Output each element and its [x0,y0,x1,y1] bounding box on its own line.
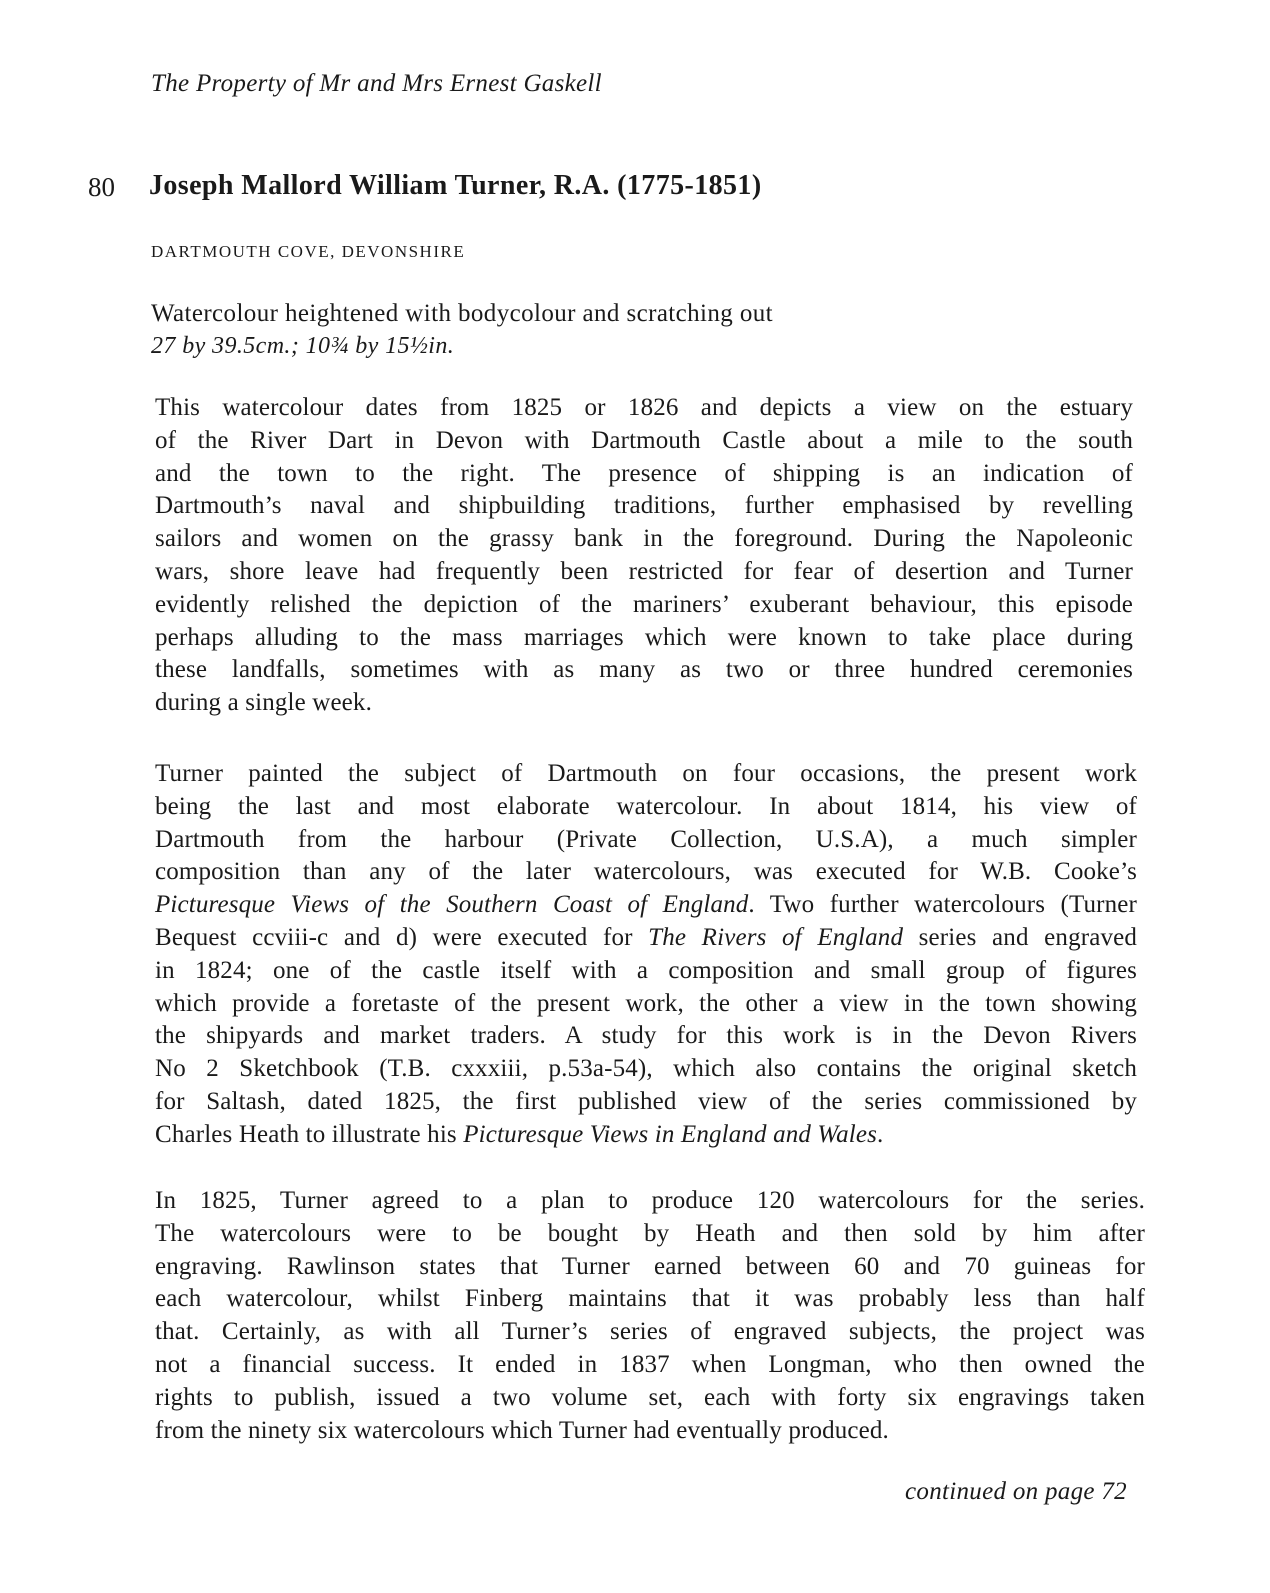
text-line: In 1825, Turner agreed to a plan to produce 120 watercolours for the series. [155,1187,1145,1214]
text-line: No 2 Sketchbook (T.B. cxxxiii, p.53a-54), which also contains the original sketch [155,1055,1137,1083]
text-line: that. Certainly, as with all Turner’s series of engraved subjects, the project was [155,1318,1145,1346]
artist-heading: Joseph Mallord William Turner, R.A. (1775-1851) [149,170,762,201]
catalogue-note-paragraph-1 [155,392,1133,720]
text-line: being the last and most elaborate watercolour. In about 1814, his view of [155,792,1137,820]
continued-note: continued on page 72 [905,1478,1127,1505]
text-line: Turner painted the subject of Dartmouth on four occasions, the present work [155,760,1137,787]
text-line: sailors and women on the grassy bank in the foreground. During the Napoleonic [155,525,1133,553]
text-line: Dartmouth’s naval and shipbuilding traditions, further emphasised by revelling [155,492,1133,520]
text-line: This watercolour dates from 1825 or 1826 and depicts a view on the estuary [155,394,1133,421]
text-line: these landfalls, sometimes with as many as two or three hundred ceremonies [155,656,1133,684]
text-line: engraving. Rawlinson states that Turner earned between 60 and 70 guineas for [155,1252,1145,1280]
text-line: Charles Heath to illustrate his Picturesque Views in England and Wales. [155,1120,884,1148]
text-line: composition than any of the later watercolours, was executed for W.B. Cooke’s [155,858,1137,886]
text-line: evidently relished the depiction of the mariners’ exuberant behaviour, this episode [155,590,1133,618]
text-line: The watercolours were to be bought by Heath and then sold by him after [155,1219,1145,1247]
text-line: for Saltash, dated 1825, the first published view of the series commissioned by [155,1087,1137,1115]
text-line: Bequest ccviii-c and d) were executed for The Rivers of England series and engraved [155,923,1137,951]
text-line: Dartmouth from the harbour (Private Collection, U.S.A), a much simpler [155,825,1137,853]
text-line: during a single week. [155,689,372,717]
italic-title: The Rivers of England [648,923,904,951]
text-line: wars, shore leave had frequently been restricted for fear of desertion and Turner [155,557,1133,585]
catalogue-note-paragraph-2 [155,758,1137,1152]
text-line: the shipyards and market traders. A study for this work is in the Devon Rivers [155,1022,1137,1050]
text-line: from the ninety six watercolours which Turner had eventually produced. [155,1416,889,1444]
artwork-title: DARTMOUTH COVE, DEVONSHIRE [151,242,466,261]
text-line: each watercolour, whilst Finberg maintains that it was probably less than half [155,1285,1145,1313]
italic-title: Picturesque Views in England and Wales [463,1120,877,1148]
text-line: Picturesque Views of the Southern Coast of England. Two further watercolours (Turner [155,891,1137,919]
artwork-medium: Watercolour heightened with bodycolour and scratching out [151,300,773,327]
catalogue-note-paragraph-3 [155,1185,1145,1447]
artwork-dimensions: 27 by 39.5cm.; 10¾ by 15½in. [151,333,455,359]
text-line: in 1824; one of the castle itself with a composition and small group of figures [155,956,1137,984]
text-line: rights to publish, issued a two volume set, each with forty six engravings taken [155,1383,1145,1411]
text-line: not a financial success. It ended in 1837 when Longman, who then owned the [155,1350,1145,1378]
text-line: perhaps alluding to the mass marriages which were known to take place during [155,623,1133,651]
text-line: and the town to the right. The presence of shipping is an indication of [155,459,1133,487]
lot-number: 80 [88,172,115,202]
italic-title: Picturesque Views of the Southern Coast of England [155,891,749,919]
text-line: which provide a foretaste of the present work, the other a view in the town showing [155,989,1137,1017]
provenance-line: The Property of Mr and Mrs Ernest Gaskell [151,70,602,97]
text-line: of the River Dart in Devon with Dartmouth Castle about a mile to the south [155,426,1133,454]
